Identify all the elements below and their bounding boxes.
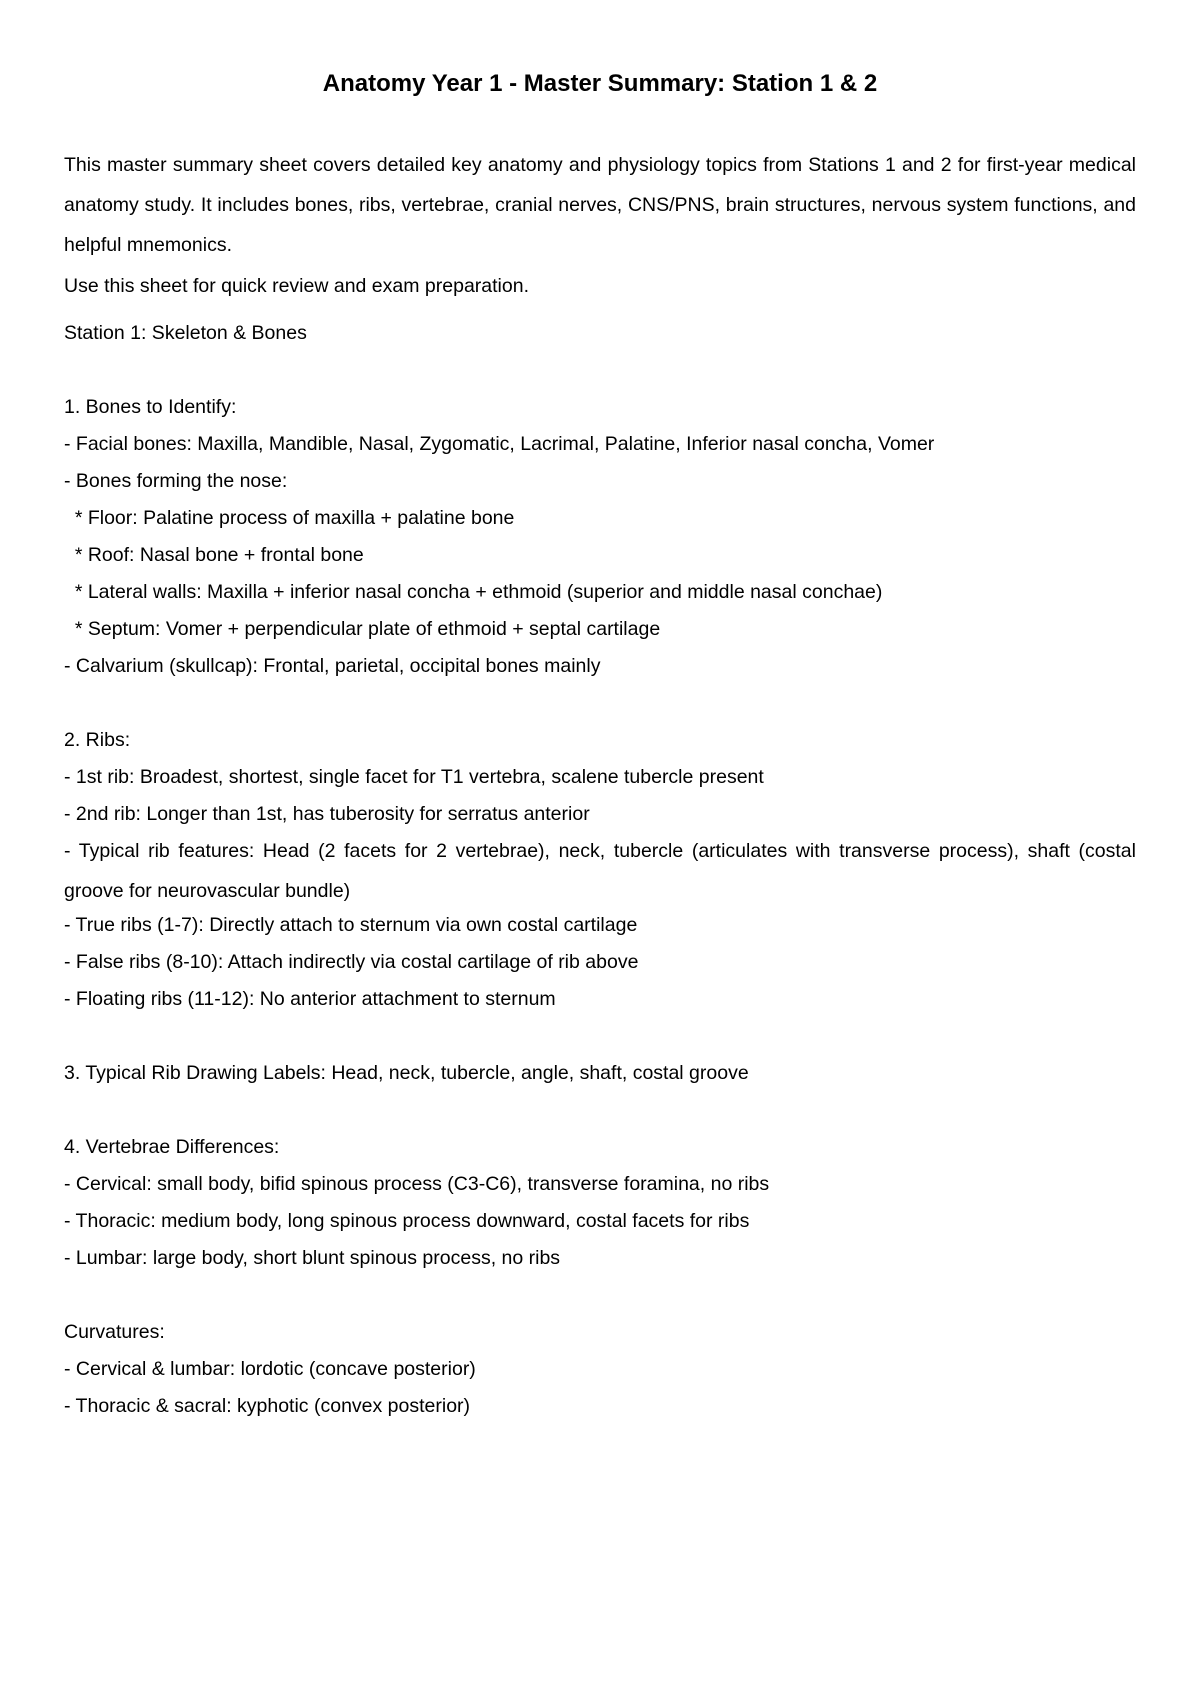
curvatures-line: - Cervical & lumbar: lordotic (concave posterior): [64, 1358, 476, 1380]
section-2-typical-rib-features: - Typical rib features: Head (2 facets for 2 vertebrae), neck, tubercle (articulates with transverse process), shaft (costal groove for neurovascular bundle): [64, 840, 1136, 902]
document-title: Anatomy Year 1 - Master Summary: Station 1 & 2: [322, 70, 878, 97]
section-1-line: * Lateral walls: Maxilla + inferior nasal concha + ethmoid (superior and middle nasal conchae): [64, 581, 883, 603]
section-2-line: - True ribs (1-7): Directly attach to sternum via own costal cartilage: [64, 914, 638, 936]
section-1-line: - Calvarium (skullcap): Frontal, parietal, occipital bones mainly: [64, 655, 601, 677]
station-1-heading: Station 1: Skeleton & Bones: [64, 322, 307, 344]
curvatures-line: - Thoracic & sacral: kyphotic (convex posterior): [64, 1395, 471, 1417]
section-4-line: - Cervical: small body, bifid spinous process (C3-C6), transverse foramina, no ribs: [64, 1173, 770, 1195]
curvatures-heading: Curvatures:: [64, 1321, 165, 1343]
section-4-line: - Lumbar: large body, short blunt spinous process, no ribs: [64, 1247, 561, 1269]
section-4-heading: 4. Vertebrae Differences:: [64, 1136, 280, 1158]
section-1-line: - Facial bones: Maxilla, Mandible, Nasal, Zygomatic, Lacrimal, Palatine, Inferior nasal concha, Vomer: [64, 433, 935, 455]
intro-usage-note: Use this sheet for quick review and exam preparation.: [64, 275, 529, 297]
section-3-heading: 3. Typical Rib Drawing Labels: Head, neck, tubercle, angle, shaft, costal groove: [64, 1062, 749, 1084]
intro-paragraph: This master summary sheet covers detailed key anatomy and physiology topics from Stations 1 and 2 for first-year medical anatomy study. It includes bones, ribs, vertebrae, cranial nerves, CNS/PNS, brain structures, nervous system functions, and helpful mnemonics.: [64, 154, 1136, 256]
section-2-line: - 2nd rib: Longer than 1st, has tuberosity for serratus anterior: [64, 803, 590, 825]
section-1-line: * Roof: Nasal bone + frontal bone: [64, 544, 364, 566]
section-2-line: - False ribs (8-10): Attach indirectly via costal cartilage of rib above: [64, 951, 639, 973]
section-4-line: - Thoracic: medium body, long spinous process downward, costal facets for ribs: [64, 1210, 750, 1232]
section-1-line: - Bones forming the nose:: [64, 470, 288, 492]
section-2-line: - Floating ribs (11-12): No anterior attachment to sternum: [64, 988, 556, 1010]
section-2-heading: 2. Ribs:: [64, 729, 131, 751]
section-1-heading: 1. Bones to Identify:: [64, 396, 237, 418]
section-1-line: * Septum: Vomer + perpendicular plate of ethmoid + septal cartilage: [64, 618, 661, 640]
section-1-line: * Floor: Palatine process of maxilla + palatine bone: [64, 507, 515, 529]
section-2-line: - 1st rib: Broadest, shortest, single facet for T1 vertebra, scalene tubercle present: [64, 766, 764, 788]
